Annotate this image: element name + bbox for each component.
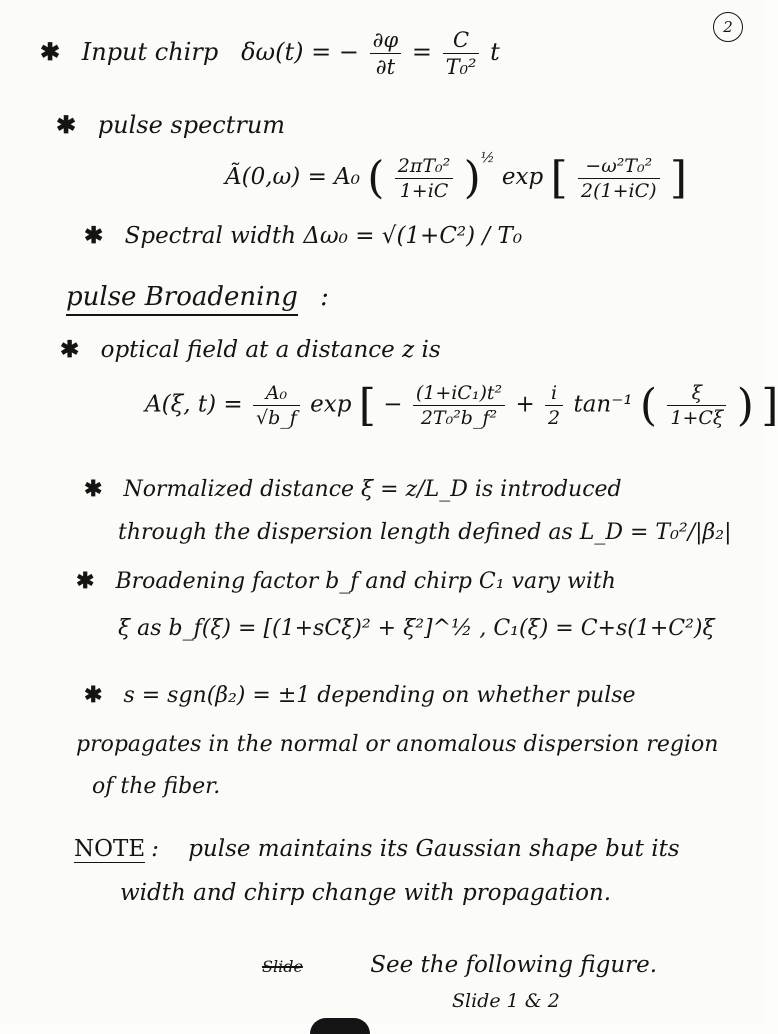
sign-text-1: s = sgn(β₂) = ±1 depending on whether pulse: [123, 683, 636, 708]
fraction-numerator: i: [545, 382, 563, 406]
spectrum-fraction: [395, 155, 453, 202]
right-paren: ): [463, 152, 481, 204]
field-tan-fraction: [667, 382, 726, 429]
pulse-broadening-heading: [66, 282, 329, 312]
broadening-factor-text-1: Broadening factor b_f and chirp C₁ vary with: [115, 569, 616, 594]
sign-line-3: [92, 774, 220, 799]
pulse-spectrum-label-line: [56, 110, 285, 139]
input-chirp-line: [40, 28, 500, 79]
left-bracket: [: [358, 380, 376, 431]
field-plus: +: [515, 391, 535, 418]
right-bracket: ]: [669, 152, 688, 204]
optical-field-line: [60, 336, 441, 363]
field-exp: exp: [310, 391, 352, 418]
fraction-numerator: 2πT₀²: [395, 155, 453, 179]
left-bracket: [: [550, 152, 568, 204]
left-paren: (: [639, 380, 658, 431]
right-bracket: ]: [761, 380, 778, 431]
heading-colon: :: [320, 282, 329, 312]
fraction-numerator: A₀: [253, 382, 300, 406]
field-tan: tan⁻¹: [573, 391, 633, 418]
slide-reference-line: [452, 990, 560, 1012]
spectrum-exp: exp: [501, 164, 544, 190]
field-amplitude-fraction: [253, 382, 300, 429]
optical-field-equation: A(ξ, t) = $\frac{\text{A₀}}{√b\_f}$ exp [ − $\frac{\text{(1+iC₁)t²}}{\text{2T₀²b\_f²}}$ + $\frac{i}{2}$ tan⁻¹ ( $\frac{\xi}{1+C\xi}$ ) ]: [145, 380, 778, 431]
normalized-text-1: Normalized distance ξ = z/L_D is introduced: [123, 477, 622, 502]
field-exp-fraction: [413, 382, 505, 429]
fraction-numerator: ∂φ: [370, 28, 402, 54]
field-lhs: A(ξ, t) =: [145, 391, 243, 418]
left-paren: (: [367, 152, 385, 204]
sign-text-3: of the fiber.: [92, 774, 221, 799]
see-figure-line: [262, 952, 657, 978]
bullet-icon: ✱: [40, 37, 61, 66]
spectrum-exp-fraction: [578, 155, 660, 202]
input-chirp-fraction: [370, 28, 402, 79]
note-label: NOTE: [74, 836, 146, 862]
spectral-width: Spectral width Δω₀ = √(1+C²) / T₀: [124, 223, 523, 249]
note-line-2: [120, 880, 611, 906]
normalized-distance-line-1: [84, 476, 622, 502]
fraction-numerator: C: [443, 28, 480, 54]
field-i-fraction: [545, 382, 563, 429]
pulse-spectrum-equation: [225, 150, 687, 204]
fraction-denominator: 1+Cξ: [670, 407, 724, 429]
note-text-2: width and chirp change with propagation.: [120, 880, 612, 906]
normalized-distance-line-2: [118, 520, 731, 545]
spectrum-power: ½: [480, 150, 495, 166]
spectrum-lhs: Ã(0,ω) = A₀: [225, 164, 360, 190]
bullet-icon: ✱: [84, 682, 103, 708]
note-line-1: [74, 836, 680, 862]
fraction-denominator: 2(1+iC): [580, 179, 657, 202]
bullet-icon: ✱: [60, 336, 80, 363]
broadening-factor-line-2: [118, 616, 715, 641]
equals-sign: =: [411, 38, 432, 66]
note-colon: :: [151, 836, 159, 862]
broadening-factor-line-1: [76, 568, 616, 594]
page-number: 2: [713, 12, 743, 42]
struck-word: Slide: [262, 957, 303, 976]
broadening-factor-text-2: ξ as b_f(ξ) = [(1+sCξ)² + ξ²]^½ , C₁(ξ) = C+s(1+C²)ξ: [118, 616, 715, 641]
input-chirp-label: Input chirp: [81, 38, 219, 66]
fraction-numerator: ξ: [667, 382, 726, 406]
bullet-icon: ✱: [84, 222, 104, 249]
optical-field-text: optical field at a distance z is: [100, 337, 441, 363]
fraction-numerator: (1+iC₁)t²: [413, 382, 505, 406]
fraction-denominator: 1+iC: [399, 179, 449, 202]
sign-text-2: propagates in the normal or anomalous dispersion region: [76, 732, 719, 757]
pulse-spectrum-label: pulse spectrum: [97, 111, 286, 139]
note-text-1: pulse maintains its Gaussian shape but its: [188, 836, 680, 862]
slide-reference: Slide 1 & 2: [452, 990, 560, 1012]
see-figure-text: See the following figure.: [370, 952, 658, 978]
fraction-numerator: −ω²T₀²: [578, 155, 660, 179]
heading-text: pulse Broadening: [66, 282, 298, 316]
bullet-icon: ✱: [84, 476, 103, 502]
fraction-denominator: 2T₀²b_f²: [420, 407, 498, 429]
fraction-denominator: T₀²: [445, 55, 477, 79]
normalized-text-2: through the dispersion length defined as L_D = T₀²/|β₂|: [118, 520, 732, 545]
input-chirp-equation: δω(t) = −: [241, 38, 359, 66]
bullet-icon: ✱: [76, 568, 95, 594]
page-edge-shadow: [310, 1018, 370, 1034]
right-paren: ): [736, 380, 754, 431]
chirp-ratio-fraction: [443, 28, 480, 79]
fraction-denominator: ∂t: [375, 55, 396, 79]
time-variable: t: [490, 38, 500, 66]
sign-line-1: [84, 682, 636, 708]
spectral-width-line: [84, 222, 522, 249]
fraction-denominator: 2: [548, 407, 561, 429]
fraction-denominator: √b_f: [255, 407, 297, 429]
bullet-icon: ✱: [56, 110, 77, 139]
sign-line-2: [76, 732, 718, 757]
